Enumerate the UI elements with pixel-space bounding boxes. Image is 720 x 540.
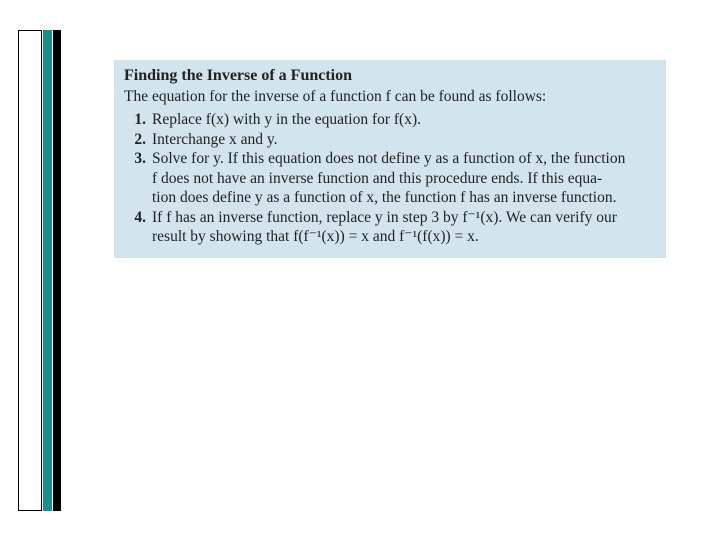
- step-number: 3.: [134, 150, 146, 167]
- side-bar-black: [53, 30, 61, 511]
- step-text: If f has an inverse function, replace y in step 3 by f⁻¹(x). We can verify our result by showing that f(f⁻¹(x)) = x and f⁻¹(f(x)) = x.: [152, 208, 617, 245]
- step-item: [124, 110, 654, 130]
- step-item: [124, 149, 654, 208]
- side-bar-teal: [43, 30, 52, 511]
- box-title: Finding the Inverse of a Function: [124, 67, 353, 84]
- step-text: Replace f(x) with y in the equation for f(x).: [152, 111, 422, 128]
- step-number: 2.: [134, 130, 146, 148]
- definition-box: [114, 60, 666, 258]
- step-item: [124, 208, 654, 247]
- step-number: 1.: [134, 111, 146, 128]
- step-text: Solve for y. If this equation does not define y as a function of x, the function f does not have an inverse function and this procedure ends. If this equa- tion does define y as a function of x, the function f has an inverse function.: [152, 150, 626, 206]
- box-intro: The equation for the inverse of a function f can be found as follows:: [124, 88, 547, 105]
- step-number: 4.: [134, 208, 146, 226]
- step-item: [124, 130, 654, 150]
- side-bar-outline: [18, 30, 42, 511]
- steps-list: [124, 110, 654, 247]
- step-text: Interchange x and y.: [152, 130, 278, 148]
